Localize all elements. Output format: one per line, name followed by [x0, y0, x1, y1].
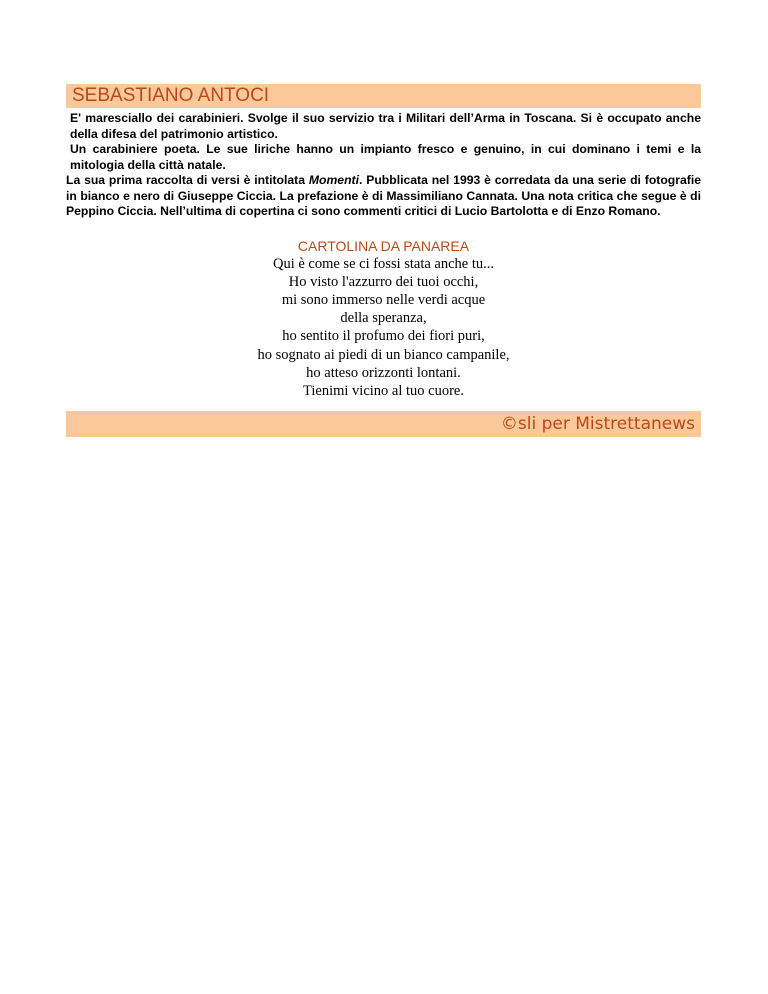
poem-line: mi sono immerso nelle verdi acque: [281, 291, 486, 308]
poem-line: ho sentito il profumo dei fiori puri,: [282, 328, 485, 345]
credit-bar: [66, 411, 701, 437]
book-title: Momenti: [308, 173, 359, 187]
poem-line: della speranza,: [340, 310, 427, 327]
poem-line: ho sognato ai piedi di un bianco campanile,: [257, 346, 510, 363]
poem-line: ho atteso orizzonti lontani.: [306, 364, 461, 381]
bio-p3-start: La sua prima raccolta di versi è intitolata: [66, 173, 309, 187]
poem-title: CARTOLINA DA PANAREA: [297, 237, 470, 254]
bio-paragraph-3: [66, 173, 701, 220]
article: [66, 84, 701, 437]
poem-line: Qui è come se ci fossi stata anche tu...: [272, 255, 495, 272]
author-name: SEBASTIANO ANTOCI: [72, 85, 270, 106]
poem-line: Ho visto l'azzurro dei tuoi occhi,: [288, 273, 479, 290]
credit-text: ©sli per Mistrettanews: [500, 414, 695, 435]
bio-paragraph-2: Un carabiniere poeta. Le sue liriche hanno un impianto fresco e genuino, in cui dominano i temi e la mitologia della città natale.: [70, 142, 701, 172]
poem: [66, 237, 701, 401]
author-bio: [66, 111, 701, 220]
bio-p3-end: . Pubblicata nel 1993 è corredata da una serie di fotografie in bianco e nero di Giuseppe Ciccia. La prefazione è di Massimiliano Cannata. Una nota critica che segue è di Peppino Ciccia. Nell’ultima di copertina ci sono commenti critici di Lucio Bartolotta e di Enzo Romano.: [66, 173, 701, 218]
author-title-bar: [66, 84, 701, 108]
bio-paragraph-1: E' maresciallo dei carabinieri. Svolge il suo servizio tra i Militari dell’Arma in Toscana. Si è occupato anche della difesa del patrimonio artistico.: [70, 111, 701, 141]
poem-line: Tienimi vicino al tuo cuore.: [303, 382, 464, 399]
